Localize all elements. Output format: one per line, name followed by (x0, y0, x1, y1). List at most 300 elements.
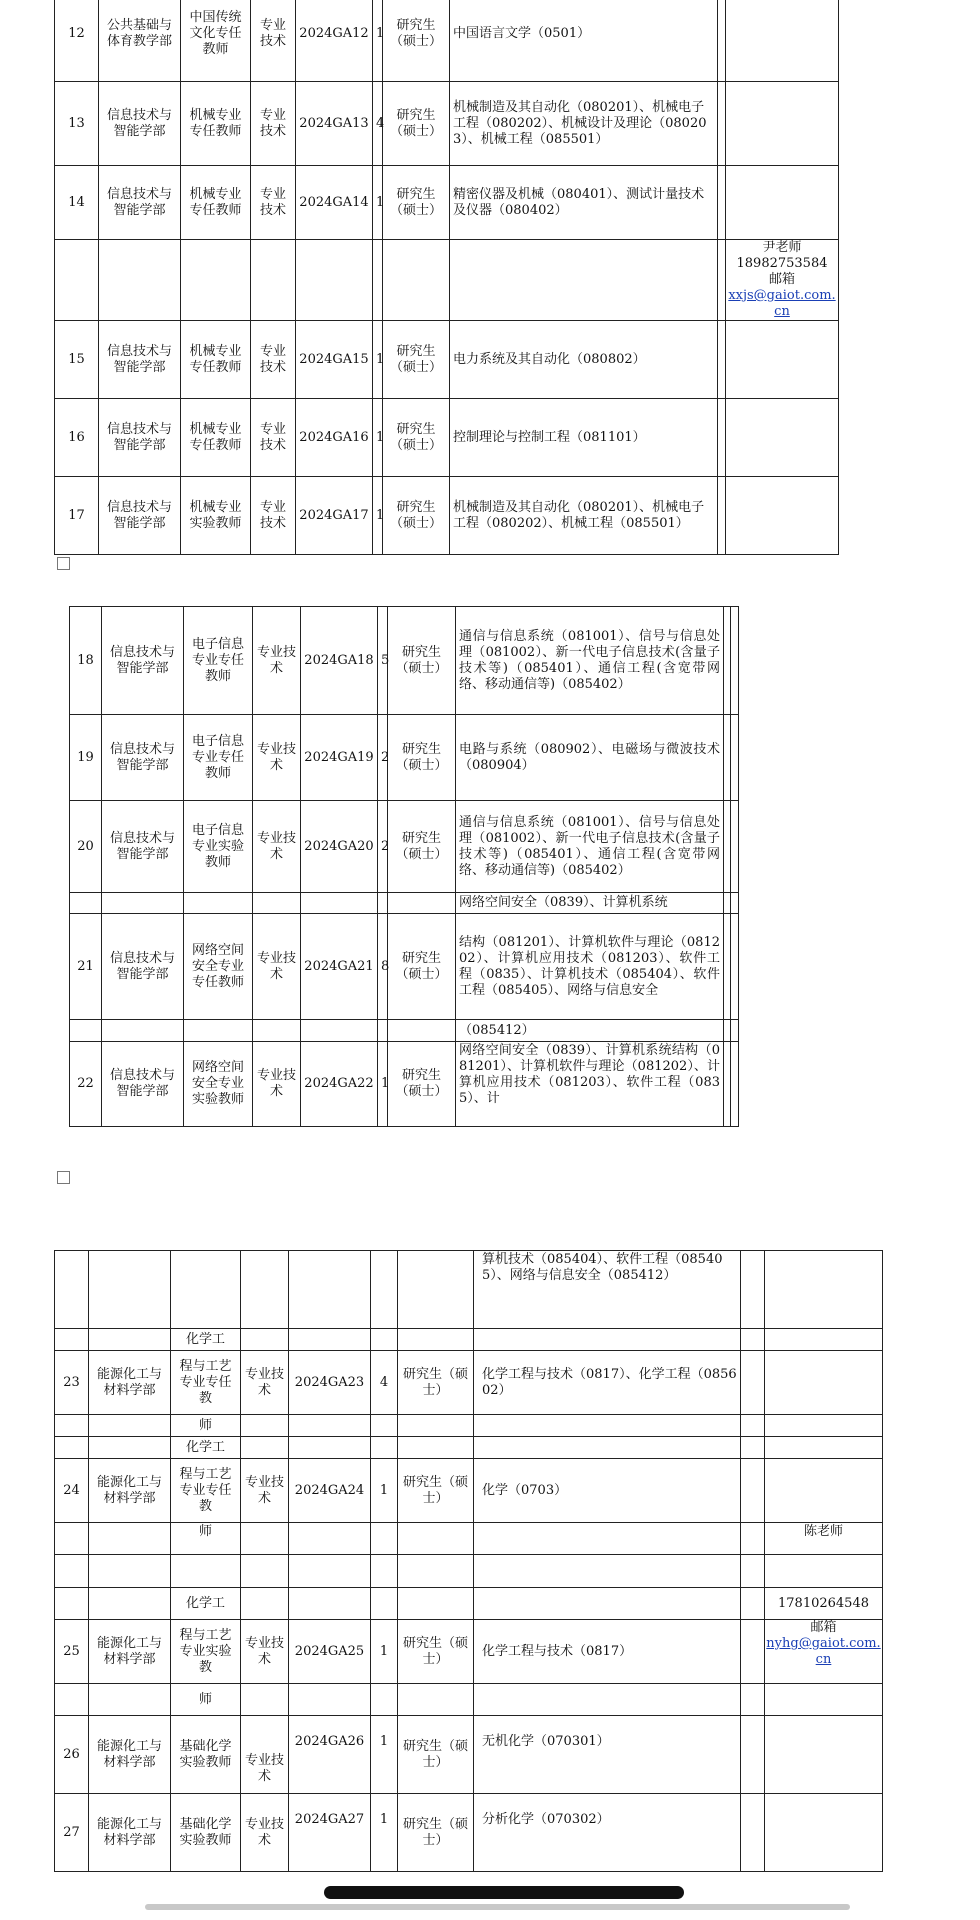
headcount: 8 (378, 914, 388, 1020)
empty-cell (398, 1588, 474, 1620)
education: 研究生（硕士） (388, 607, 456, 715)
empty-cell (99, 240, 181, 321)
education: 研究生（硕士） (388, 914, 456, 1020)
education: 研究生（硕士） (398, 1459, 474, 1523)
spacer-cell (731, 801, 739, 893)
empty-cell (89, 1415, 171, 1437)
empty-cell (55, 1415, 89, 1437)
contact-cell (726, 321, 839, 399)
empty-cell (301, 893, 378, 914)
empty-cell (378, 1020, 388, 1042)
empty-cell (55, 1251, 89, 1329)
spacer-cell (718, 0, 726, 82)
spacer-cell (741, 1351, 765, 1415)
position-top: 化学工 (171, 1437, 241, 1459)
spacer-cell (718, 82, 726, 166)
table-row (55, 82, 839, 166)
empty-cell (55, 1555, 89, 1588)
empty-cell (184, 893, 253, 914)
empty-cell (70, 893, 102, 914)
empty-cell (371, 1415, 398, 1437)
contact-name: 陈老师 (765, 1523, 883, 1555)
empty-cell (378, 893, 388, 914)
table-row (70, 893, 739, 914)
headcount: 1 (371, 1620, 398, 1684)
headcount: 1 (373, 477, 383, 555)
education: 研究生（硕士） (383, 166, 450, 240)
spacer-cell (724, 1042, 731, 1127)
headcount: 2 (378, 715, 388, 801)
table-row (55, 1794, 883, 1872)
post-code: 2024GA18 (301, 607, 378, 715)
contact-cell (765, 1555, 883, 1588)
major: 控制理论与控制工程（081101） (450, 399, 718, 477)
spacer-cell (731, 1042, 739, 1127)
headcount: 4 (371, 1351, 398, 1415)
post-code: 2024GA13 (296, 82, 373, 166)
table-row (55, 1351, 883, 1415)
empty-cell (241, 1588, 289, 1620)
empty-cell (474, 1588, 741, 1620)
post-code: 2024GA24 (289, 1459, 371, 1523)
empty-cell (398, 1251, 474, 1329)
empty-cell (171, 1555, 241, 1588)
home-indicator[interactable] (324, 1886, 684, 1899)
position: 电子信息专业实验教师 (184, 801, 253, 893)
empty-cell (398, 1555, 474, 1588)
major: 网络空间安全（0839）、计算机系统结构（081201）、计算机软件与理论（081202）、计算机应用技术（081203）、软件工程（0835）、计 (456, 1042, 724, 1127)
checkbox-icon[interactable] (57, 557, 70, 570)
spacer-cell (731, 1020, 739, 1042)
table-row (55, 240, 839, 321)
empty-cell (241, 1555, 289, 1588)
education: 研究生（硕士） (383, 477, 450, 555)
headcount: 1 (378, 1042, 388, 1127)
row-number: 17 (55, 477, 99, 555)
empty-cell (474, 1523, 741, 1555)
table-c (54, 1250, 883, 1872)
headcount: 1 (373, 0, 383, 82)
education: 研究生（硕士） (388, 1042, 456, 1127)
post-type: 专业技术 (251, 477, 296, 555)
headcount: 1 (371, 1794, 398, 1872)
row-number: 27 (55, 1794, 89, 1872)
position: 网络空间安全专业实验教师 (184, 1042, 253, 1127)
empty-cell (251, 240, 296, 321)
spacer-cell (724, 1020, 731, 1042)
empty-cell (89, 1523, 171, 1555)
empty-cell (371, 1588, 398, 1620)
position-bottom: 师 (171, 1684, 241, 1716)
contact-cell (765, 1620, 883, 1684)
empty-cell (398, 1329, 474, 1351)
spacer-cell (718, 321, 726, 399)
empty-cell (241, 1684, 289, 1716)
post-code: 2024GA23 (289, 1351, 371, 1415)
empty-cell (296, 240, 373, 321)
checkbox-icon[interactable] (57, 1171, 70, 1184)
position-bottom: 师 (171, 1523, 241, 1555)
headcount: 1 (373, 321, 383, 399)
spacer-cell (741, 1459, 765, 1523)
table-row (70, 914, 739, 1020)
spacer-cell (741, 1437, 765, 1459)
table-row (55, 1251, 883, 1329)
education: 研究生（硕士） (398, 1794, 474, 1872)
empty-cell (171, 1251, 241, 1329)
contact-cell (726, 166, 839, 240)
row-number: 20 (70, 801, 102, 893)
post-code: 2024GA26 (289, 1716, 371, 1794)
spacer-cell (724, 801, 731, 893)
position-top: 化学工 (171, 1329, 241, 1351)
empty-cell (398, 1523, 474, 1555)
post-code: 2024GA22 (301, 1042, 378, 1127)
post-code: 2024GA27 (289, 1794, 371, 1872)
spacer-cell (731, 914, 739, 1020)
table-row (55, 1716, 883, 1794)
post-type: 专业技术 (253, 801, 301, 893)
contact-email-label: 邮箱 (810, 1620, 837, 1635)
contact-cell (726, 477, 839, 555)
row-number: 19 (70, 715, 102, 801)
empty-cell (398, 1684, 474, 1716)
table-row (70, 1042, 739, 1127)
empty-cell (371, 1251, 398, 1329)
spacer-cell (718, 166, 726, 240)
contact-cell (726, 0, 839, 82)
department: 信息技术与智能学部 (99, 166, 181, 240)
contact-email-label: 邮箱 (768, 272, 795, 287)
post-type: 专业技术 (253, 1042, 301, 1127)
table-row (70, 715, 739, 801)
empty-cell (55, 1523, 89, 1555)
table-row (55, 321, 839, 399)
post-type: 专业技术 (253, 914, 301, 1020)
education: 研究生（硕士） (383, 0, 450, 82)
post-code: 2024GA20 (301, 801, 378, 893)
education: 研究生（硕士） (383, 399, 450, 477)
position: 机械专业专任教师 (181, 399, 251, 477)
position: 机械专业专任教师 (181, 82, 251, 166)
empty-cell (181, 240, 251, 321)
education: 研究生（硕士） (398, 1620, 474, 1684)
spacer-cell (724, 607, 731, 715)
post-code: 2024GA12 (296, 0, 373, 82)
spacer-cell (741, 1415, 765, 1437)
table-row (70, 607, 739, 715)
department: 信息技术与智能学部 (102, 914, 184, 1020)
education: 研究生（硕士） (398, 1351, 474, 1415)
table-row (55, 166, 839, 240)
empty-cell (55, 1437, 89, 1459)
contact-cell (765, 1251, 883, 1329)
spacer-cell (718, 240, 726, 321)
post-type: 专业技术 (251, 0, 296, 82)
empty-cell (398, 1437, 474, 1459)
major: 通信与信息系统（081001）、信号与信息处理（081002）、新一代电子信息技术(含量子技术等)（085401）、通信工程(含宽带网络、移动通信等)（085402） (456, 801, 724, 893)
empty-cell (371, 1523, 398, 1555)
empty-cell (450, 240, 718, 321)
spacer-cell (718, 399, 726, 477)
post-code: 2024GA14 (296, 166, 373, 240)
education: 研究生（硕士） (383, 321, 450, 399)
empty-cell (289, 1251, 371, 1329)
table-row (55, 1588, 883, 1620)
row-number: 24 (55, 1459, 89, 1523)
empty-cell (70, 1020, 102, 1042)
empty-cell (89, 1329, 171, 1351)
spacer-cell (741, 1684, 765, 1716)
post-type: 专业技术 (251, 399, 296, 477)
row-number: 23 (55, 1351, 89, 1415)
position-bottom: 师 (171, 1415, 241, 1437)
headcount: 1 (373, 166, 383, 240)
major: 电路与系统（080902）、电磁场与微波技术（080904） (456, 715, 724, 801)
contact-cell (765, 1794, 883, 1872)
contact-cell (726, 82, 839, 166)
major: 化学工程与技术（0817） (474, 1620, 741, 1684)
post-code: 2024GA21 (301, 914, 378, 1020)
department: 能源化工与材料学部 (89, 1459, 171, 1523)
table-a (54, 0, 839, 555)
empty-cell (388, 893, 456, 914)
empty-cell (55, 1588, 89, 1620)
empty-cell (383, 240, 450, 321)
department: 信息技术与智能学部 (99, 82, 181, 166)
education: 研究生（硕士） (388, 801, 456, 893)
education: 研究生（硕士） (383, 82, 450, 166)
major: 精密仪器及机械（080401）、测试计量技术及仪器（080402） (450, 166, 718, 240)
major-continued: （085412） (456, 1020, 724, 1042)
spacer-cell (741, 1794, 765, 1872)
empty-cell (89, 1684, 171, 1716)
empty-cell (474, 1329, 741, 1351)
empty-cell (289, 1684, 371, 1716)
post-type: 专业技术 (241, 1620, 289, 1684)
spacer-cell (724, 914, 731, 1020)
spacer-cell (741, 1523, 765, 1555)
empty-cell (371, 1684, 398, 1716)
position: 中国传统文化专任教师 (181, 0, 251, 82)
empty-cell (289, 1523, 371, 1555)
empty-cell (388, 1020, 456, 1042)
empty-cell (241, 1437, 289, 1459)
position: 程与工艺专业实验教 (171, 1620, 241, 1684)
empty-cell (241, 1251, 289, 1329)
position: 机械专业实验教师 (181, 477, 251, 555)
table-row (55, 0, 839, 82)
horizontal-scrollbar[interactable] (145, 1904, 850, 1910)
empty-cell (253, 893, 301, 914)
post-type: 专业技术 (253, 715, 301, 801)
contact-cell (765, 1716, 883, 1794)
table-row (55, 477, 839, 555)
department: 信息技术与智能学部 (99, 399, 181, 477)
post-type: 专业技术 (251, 82, 296, 166)
spacer-cell (741, 1251, 765, 1329)
major: 无机化学（070301） (474, 1716, 741, 1794)
position: 电子信息专业专任教师 (184, 715, 253, 801)
table-row (70, 801, 739, 893)
spacer-cell (741, 1588, 765, 1620)
empty-cell (241, 1523, 289, 1555)
table-row (55, 1329, 883, 1351)
table-b (69, 606, 739, 1127)
table-row (55, 1555, 883, 1588)
post-type: 专业技术 (251, 321, 296, 399)
department: 信息技术与智能学部 (102, 801, 184, 893)
empty-cell (474, 1437, 741, 1459)
empty-cell (474, 1684, 741, 1716)
contact-cell (765, 1684, 883, 1716)
headcount: 5 (378, 607, 388, 715)
empty-cell (241, 1415, 289, 1437)
empty-cell (55, 1684, 89, 1716)
major: 通信与信息系统（081001）、信号与信息处理（081002）、新一代电子信息技术(含量子技术等)（085401）、通信工程(含宽带网络、移动通信等)（085402） (456, 607, 724, 715)
empty-cell (89, 1251, 171, 1329)
empty-cell (301, 1020, 378, 1042)
table-row (55, 399, 839, 477)
empty-cell (241, 1329, 289, 1351)
major: 分析化学（070302） (474, 1794, 741, 1872)
row-number: 18 (70, 607, 102, 715)
position-top: 化学工 (171, 1588, 241, 1620)
empty-cell (102, 893, 184, 914)
empty-cell (371, 1555, 398, 1588)
row-number: 14 (55, 166, 99, 240)
empty-cell (371, 1329, 398, 1351)
contact-cell (765, 1437, 883, 1459)
post-code: 2024GA25 (289, 1620, 371, 1684)
empty-cell (371, 1437, 398, 1459)
department: 能源化工与材料学部 (89, 1351, 171, 1415)
table-row (55, 1437, 883, 1459)
education: 研究生（硕士） (398, 1716, 474, 1794)
post-type: 专业技术 (241, 1716, 289, 1794)
headcount: 1 (371, 1459, 398, 1523)
post-code: 2024GA17 (296, 477, 373, 555)
spacer-cell (718, 477, 726, 555)
row-number: 12 (55, 0, 99, 82)
empty-cell (55, 240, 99, 321)
department: 信息技术与智能学部 (102, 607, 184, 715)
post-code: 2024GA16 (296, 399, 373, 477)
row-number: 22 (70, 1042, 102, 1127)
empty-cell (89, 1555, 171, 1588)
major: 化学（0703） (474, 1459, 741, 1523)
major: 电力系统及其自动化（080802） (450, 321, 718, 399)
empty-cell (373, 240, 383, 321)
position: 电子信息专业专任教师 (184, 607, 253, 715)
headcount: 4 (373, 82, 383, 166)
headcount: 1 (371, 1716, 398, 1794)
table-row (55, 1620, 883, 1684)
contact-phone: 18982753584 (736, 256, 828, 271)
empty-cell (289, 1415, 371, 1437)
contact-email-link[interactable]: xxjs@gaiot.com.cn (728, 288, 836, 319)
position: 网络空间安全专业专任教师 (184, 914, 253, 1020)
major-continued: 算机技术（085404）、软件工程（085405）、网络与信息安全（085412） (474, 1251, 741, 1329)
position: 基础化学实验教师 (171, 1794, 241, 1872)
department: 信息技术与智能学部 (102, 1042, 184, 1127)
empty-cell (289, 1437, 371, 1459)
empty-cell (398, 1415, 474, 1437)
post-type: 专业技术 (241, 1794, 289, 1872)
contact-email-link[interactable]: nyhg@gaiot.com.cn (766, 1636, 881, 1667)
spacer-cell (741, 1329, 765, 1351)
department: 公共基础与体育教学部 (99, 0, 181, 82)
post-type: 专业技术 (241, 1459, 289, 1523)
empty-cell (289, 1329, 371, 1351)
position: 基础化学实验教师 (171, 1716, 241, 1794)
contact-cell (726, 399, 839, 477)
table-row (55, 1523, 883, 1555)
contact-phone: 17810264548 (765, 1588, 883, 1620)
table-row (55, 1415, 883, 1437)
empty-cell (89, 1588, 171, 1620)
post-type: 专业技术 (251, 166, 296, 240)
post-code: 2024GA19 (301, 715, 378, 801)
empty-cell (55, 1329, 89, 1351)
department: 能源化工与材料学部 (89, 1794, 171, 1872)
empty-cell (184, 1020, 253, 1042)
major-continued: 网络空间安全（0839）、计算机系统 (456, 893, 724, 914)
empty-cell (289, 1555, 371, 1588)
row-number: 16 (55, 399, 99, 477)
spacer-cell (741, 1716, 765, 1794)
post-code: 2024GA15 (296, 321, 373, 399)
row-number: 21 (70, 914, 102, 1020)
education: 研究生（硕士） (388, 715, 456, 801)
major: 中国语言文学（0501） (450, 0, 718, 82)
table-row (55, 1459, 883, 1523)
department: 能源化工与材料学部 (89, 1716, 171, 1794)
contact-cell (765, 1351, 883, 1415)
major: 机械制造及其自动化（080201）、机械电子工程（080202）、机械工程（085501） (450, 477, 718, 555)
headcount: 1 (373, 399, 383, 477)
spacer-cell (731, 715, 739, 801)
department: 信息技术与智能学部 (102, 715, 184, 801)
contact-name: 尹老师 (762, 240, 802, 255)
spacer-cell (731, 893, 739, 914)
position: 程与工艺专业专任教 (171, 1459, 241, 1523)
row-number: 25 (55, 1620, 89, 1684)
major: 化学工程与技术（0817）、化学工程（085602） (474, 1351, 741, 1415)
contact-cell (765, 1415, 883, 1437)
post-type: 专业技术 (241, 1351, 289, 1415)
spacer-cell (741, 1555, 765, 1588)
empty-cell (253, 1020, 301, 1042)
major: 机械制造及其自动化（080201）、机械电子工程（080202）、机械设计及理论（080203）、机械工程（085501） (450, 82, 718, 166)
headcount: 2 (378, 801, 388, 893)
empty-cell (289, 1588, 371, 1620)
contact-cell (765, 1459, 883, 1523)
row-number: 13 (55, 82, 99, 166)
spacer-cell (731, 607, 739, 715)
department: 信息技术与智能学部 (99, 321, 181, 399)
row-number: 26 (55, 1716, 89, 1794)
position: 机械专业专任教师 (181, 166, 251, 240)
major: 结构（081201）、计算机软件与理论（081202）、计算机应用技术（081203）、软件工程（0835）、计算机技术（085404）、软件工程（085405）、网络与信息安全 (456, 914, 724, 1020)
spacer-cell (741, 1620, 765, 1684)
empty-cell (102, 1020, 184, 1042)
empty-cell (89, 1437, 171, 1459)
contact-cell (726, 240, 839, 321)
empty-cell (474, 1415, 741, 1437)
department: 信息技术与智能学部 (99, 477, 181, 555)
table-row (55, 1684, 883, 1716)
